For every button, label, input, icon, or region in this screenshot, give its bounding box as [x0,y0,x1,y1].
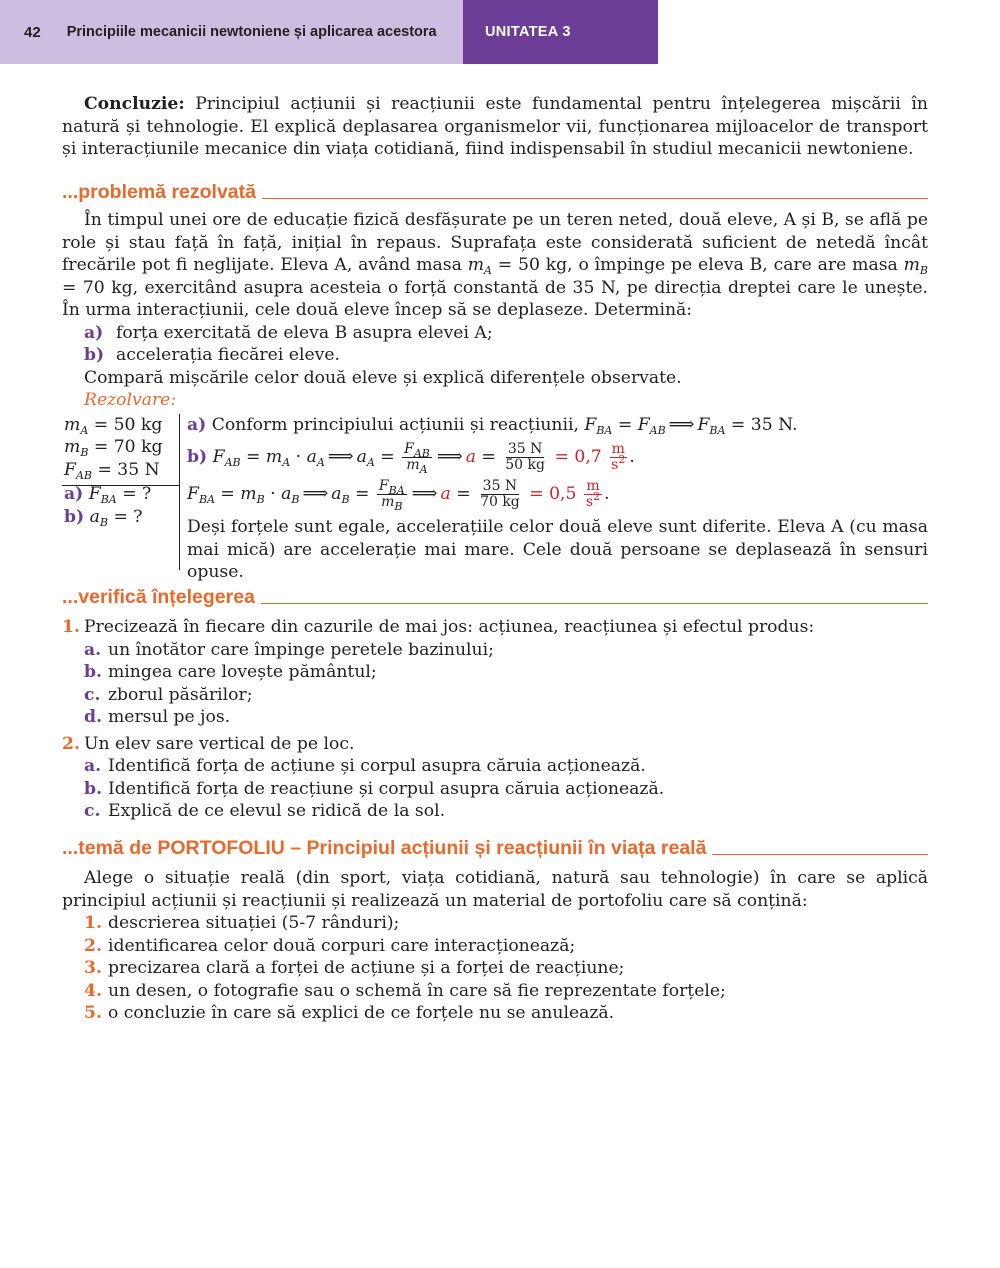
solution-divider [179,414,180,570]
solution-conclusion: Deși forțele sunt egale, accelerațiile celor două eleve sunt diferite. Eleva A (cu masa mai mică) are accelerație mai mare. Cele două persoane se deplasează în sensuri opuse. [187,517,928,582]
conclusion-text: Principiul acțiunii și reacțiunii este fundamental pentru înțelegerea mișcării în natură și tehnologie. El explică deplasarea organismelor vii, funcționarea mijloacelor de transport și interacțiunile mecanice din viața cotidiană, fiind indispensabil în studiul mecanicii newtoniene. [62,94,928,159]
check-question-2 [62,733,928,756]
question-b-label: b) [84,345,105,365]
list-item [84,935,928,958]
list-item-text: Identifică forța de acțiune și corpul asupra căruia acționează. [108,756,646,776]
question-b [84,344,928,367]
unit-num: m [586,478,600,494]
list-item-text: Identifică forța de reacțiune și corpul asupra căruia acționează. [108,778,665,799]
unit-fraction: $\frac{m}{s^2}$ [611,441,626,473]
list-item-text: un înotător care împinge peretele bazinului; [108,639,494,660]
unit-num: m [611,441,625,457]
given-FAB-value: = 35 N [97,459,160,480]
implies-arrow: ⟹ [436,446,463,467]
list-item-label: 3. [84,958,102,978]
statement-part: = 50 kg, o împinge pe eleva B, care are masa [491,255,904,275]
question-a-label: a) [84,322,104,343]
portfolio-heading [62,837,928,860]
list-item-label: a. [84,756,102,776]
conclusion-label: Concluzie: [84,94,185,114]
header-band [0,0,463,64]
list-item [84,639,928,662]
list-item [84,684,928,707]
list-item [84,1002,928,1025]
portfolio-intro: Alege o situație reală (din sport, viața cotidiană, natură sau tehnologie) în care se aplică principiul acțiunii și reacțiunii și realizează un material de portofoliu care să conțină: [62,868,928,911]
ask-b-value: = ? [113,506,143,527]
list-item [84,980,928,1003]
question-a-text: forța exercitată de eleva B asupra elevei A; [116,322,493,343]
ask-b: b) $a_B$ = ? [64,506,143,529]
list-item-text: descrierea situației (5-7 rânduri); [108,913,400,933]
list-item-text: identificarea celor două corpuri care interacționează; [108,935,576,956]
solved-problem-title: ...problemă rezolvată [62,180,256,203]
list-item [84,912,928,935]
solution-label: Rezolvare: [84,390,177,410]
fraction-value-b [478,479,522,510]
page-number: 42 [24,23,41,41]
given-mB: $m_B = 70$ kg [64,437,163,459]
list-item-label: a. [84,639,102,660]
solution-b-label: b) [187,447,208,467]
compare-instruction [84,367,928,390]
statement-part: În timpul unei ore de educație fizică desfășurate pe un teren neted, două eleve, A și B, se află pe role și stau față în față, inițial în repaus. Suprafața este considerată suficient de netedă încât frecările pot fi neglijate. Eleva A, având masa [62,210,928,275]
solution-a-text: Conform principiului acțiunii și reacțiunii, [211,414,585,435]
solution-a-result: = 35 N. [725,414,798,435]
list-item [84,706,928,729]
check-question-1-items [62,639,928,729]
given-mB-value: = 70 kg [93,437,163,457]
list-item-text: mingea care lovește pământul; [108,662,377,682]
list-item-label: 1. [84,913,102,933]
list-item-label: d. [84,707,103,727]
unit-den: s [585,494,594,510]
given-FAB: $F_{AB} = 35$ N [64,459,160,482]
check-heading [62,586,928,609]
list-item [84,661,928,684]
solution-a: a) Conform principiului acțiunii și reacțiunii, $F_{BA} = F_{AB}$ ⟹ $F_{BA} = 35$ N. [187,413,798,437]
list-item-text: mersul pe jos. [108,707,231,727]
unit-label: UNITATEA 3 [485,24,571,40]
solution-block [62,413,928,582]
list-item-label: 5. [84,1003,102,1023]
question-a [84,322,928,345]
portfolio-items [62,912,928,1025]
problem-statement: În timpul unei ore de educație fizică desfășurate pe un teren neted, două eleve, A și B, se află pe role și stau față în față, inițial în repaus. Suprafața este considerată suficient de netedă încât frecările pot fi neglijate. Eleva A, având masa $m_A = 50$ kg, o împinge pe eleva B, care are masa $m_B = 70$ kg, exercitând asupra acesteia o forță constantă de 35 N, pe direcția dreptei care le unește. În urma interacțiunii, cele două eleve încep să se deplaseze. Determină: [62,210,928,320]
list-item-label: b. [84,778,103,799]
list-item-text: precizarea clară a forței de acțiune și a forței de reacțiune; [108,958,625,978]
portfolio-title-key: PORTOFOLIU [157,836,285,859]
list-item-text: Explică de ce elevul se ridică de la sol. [108,801,446,821]
list-item [84,778,928,801]
solution-work [187,414,928,584]
solution-b-1: b) $F_{AB} = m_A \cdot a_A$ ⟹ $a_A$ = $\frac{F_{AB}}{m_A}$ ⟹ a = $\frac{35 N}{50 kg}$ = 0,7 $\frac{m}{s^2}$ . [187,441,635,476]
result-aA: = 0,7 [554,447,602,467]
ask-a: a) $F_{BA}$ = ? [64,484,152,506]
fraction-FBA-mB: $\frac{F_{BA}}{m_B}$ [378,478,405,513]
statement-part: = 70 kg, exercitând asupra acesteia o forță constantă de 35 N, pe direcția dreptei care le unește. În urma interacțiunii, cele două eleve încep să se deplaseze. Determină: [62,277,928,320]
result-aB: = 0,5 [529,484,577,504]
given-separator [62,485,179,486]
fraction-value-a [503,442,547,473]
given-mA: $m_A = 50$ kg [64,414,163,437]
given-mA-value: = 50 kg [93,414,163,435]
solution-b-2: $F_{BA} = m_B \cdot a_B$ ⟹ $a_B$ = $\frac{F_{BA}}{m_B}$ ⟹ a = $\frac{35 N}{70 kg}$ = 0,5 $\frac{m}{s^2}$ . [187,478,610,513]
given-data [64,414,178,529]
question-text: Precizează în fiecare din cazurile de mai jos: acțiunea, reacțiunea și efectul produs: [84,617,815,637]
ask-a-label: a) [64,484,84,504]
list-item-label: 4. [84,980,102,1001]
frac2-den: 70 kg [480,494,520,510]
list-item-text: o concluzie în care să explici de ce forțele nu se anulează. [108,1003,615,1023]
chapter-title: Principiile mecanicii newtoniene și aplicarea acestora [66,24,437,40]
conclusion-paragraph [62,93,928,161]
page-content [62,93,928,1025]
list-item-label: c. [84,684,101,705]
portfolio-title [62,837,706,860]
question-number: 1. [62,617,80,637]
list-item [84,755,928,778]
solved-problem-heading [62,181,928,204]
unit-band [463,0,658,64]
list-item-text: zborul păsărilor; [108,684,253,705]
list-item-label: c. [84,801,101,821]
list-item-text: un desen, o fotografie sau o schemă în care să fie reprezentate forțele; [108,980,726,1001]
implies-arrow: ⟹ [327,446,354,467]
question-b-text: accelerația fiecărei eleve. [116,345,340,365]
portfolio-title-pre: ...temă de [62,836,158,859]
frac1-den: 50 kg [505,457,545,473]
question-text: Un elev sare vertical de pe loc. [84,733,355,754]
implies-arrow: ⟹ [302,483,329,504]
frac1-num: 35 N [507,441,543,457]
list-item-label: 2. [84,935,102,956]
unit-den: s [611,457,619,473]
unit-fraction: $\frac{m}{s^2}$ [585,478,601,510]
portfolio-title-post: – Principiul acțiunii și reacțiunii în viața reală [284,836,707,859]
compare-text: Compară mișcările celor două eleve și explică diferențele observate. [84,367,682,388]
check-title: ...verifică înțelegerea [62,585,255,608]
list-item [84,800,928,823]
frac2-num: 35 N [482,478,518,494]
heading-rule [712,854,928,855]
implies-arrow: ⟹ [668,413,695,435]
implies-arrow: ⟹ [411,483,438,504]
fraction-FAB-mA: $\frac{F_{AB}}{m_A}$ [404,441,430,476]
heading-rule [262,198,928,199]
heading-rule [261,603,928,604]
solution-a-label: a) [187,414,207,435]
check-question-1 [62,616,928,639]
ask-b-label: b) [64,506,85,527]
question-number: 2. [62,733,80,754]
list-item [84,957,928,980]
check-question-2-items [62,755,928,823]
solution-a-eq: = [612,414,638,435]
ask-a-value: = ? [122,484,152,504]
list-item-label: b. [84,662,103,682]
